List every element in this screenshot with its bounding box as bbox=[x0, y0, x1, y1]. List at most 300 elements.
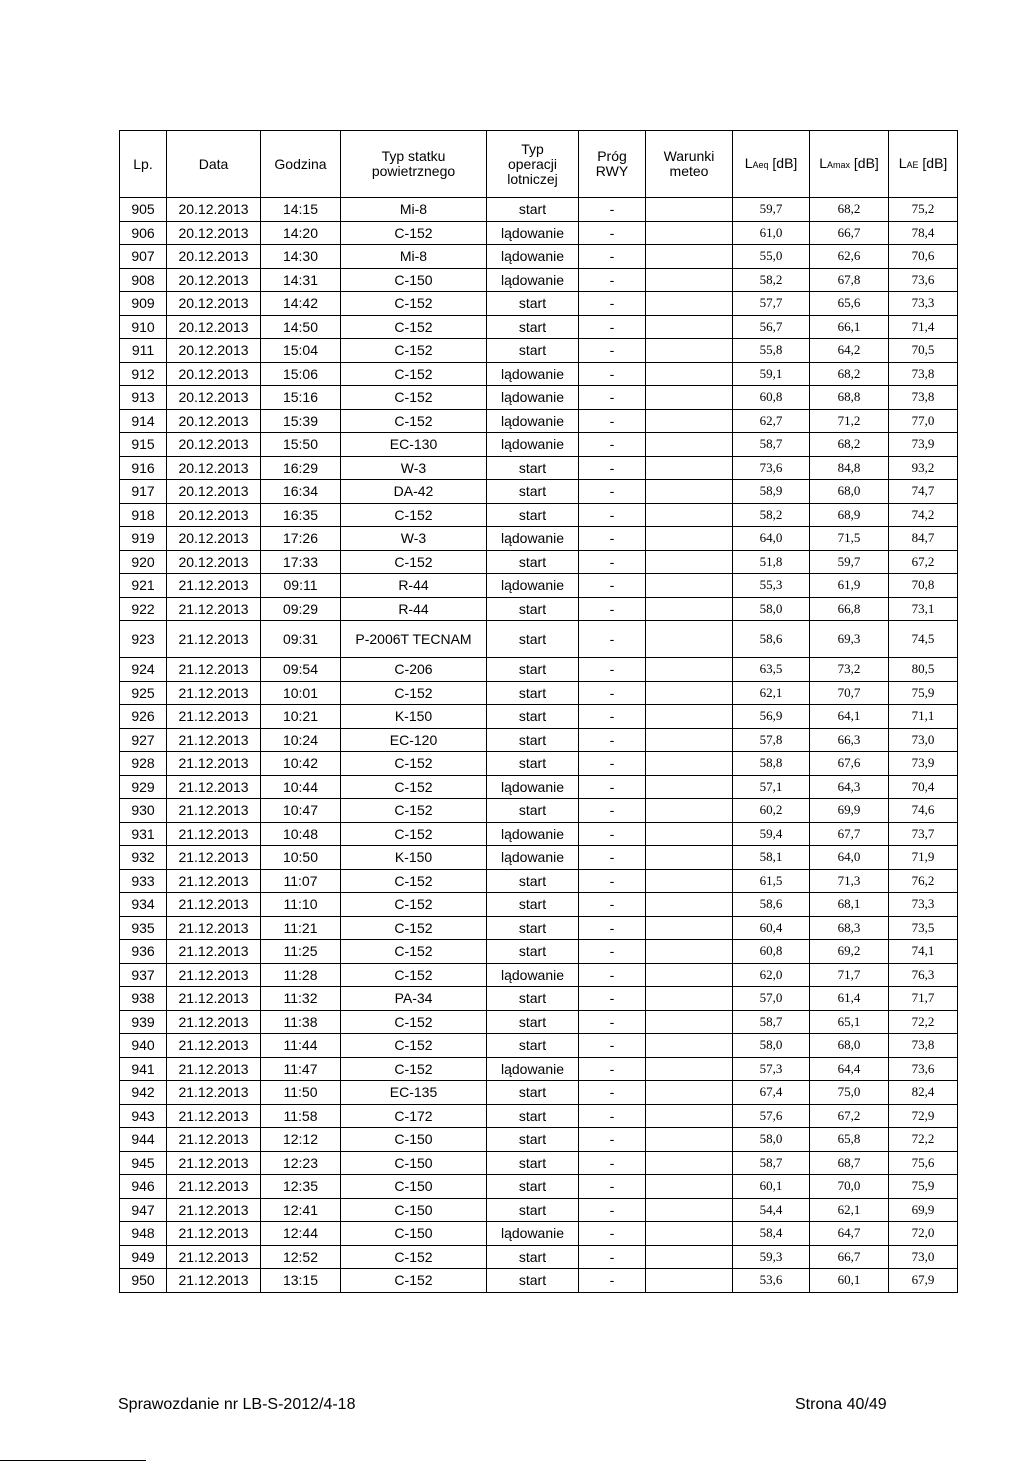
table-row bbox=[120, 480, 958, 504]
table-row bbox=[120, 386, 958, 410]
cell-lae: 78,4 bbox=[889, 221, 958, 245]
cell-typ-statku: C-152 bbox=[341, 1034, 487, 1058]
cell-typ-operacji: start bbox=[487, 916, 579, 940]
cell-lamax: 70,0 bbox=[810, 1175, 889, 1199]
table-row bbox=[120, 621, 958, 658]
cell-lp: 913 bbox=[120, 386, 167, 410]
cell-laeq: 58,7 bbox=[733, 433, 810, 457]
cell-laeq: 57,0 bbox=[733, 987, 810, 1011]
cell-lae: 73,0 bbox=[889, 728, 958, 752]
cell-lamax: 66,8 bbox=[810, 597, 889, 621]
table-row bbox=[120, 1128, 958, 1152]
cell-typ-statku: R-44 bbox=[341, 597, 487, 621]
cell-warunki bbox=[646, 221, 733, 245]
cell-prog: - bbox=[579, 822, 646, 846]
cell-warunki bbox=[646, 846, 733, 870]
cell-typ-operacji: start bbox=[487, 621, 579, 658]
cell-prog: - bbox=[579, 1081, 646, 1105]
cell-prog: - bbox=[579, 799, 646, 823]
cell-typ-operacji: lądowanie bbox=[487, 846, 579, 870]
cell-data: 21.12.2013 bbox=[167, 1175, 261, 1199]
cell-data: 21.12.2013 bbox=[167, 1128, 261, 1152]
cell-typ-operacji: lądowanie bbox=[487, 245, 579, 269]
cell-prog: - bbox=[579, 658, 646, 682]
table-row bbox=[120, 1245, 958, 1269]
cell-warunki bbox=[646, 1081, 733, 1105]
cell-prog: - bbox=[579, 916, 646, 940]
cell-lae: 71,1 bbox=[889, 705, 958, 729]
cell-prog: - bbox=[579, 987, 646, 1011]
cell-lamax: 64,4 bbox=[810, 1057, 889, 1081]
cell-lp: 918 bbox=[120, 503, 167, 527]
cell-data: 21.12.2013 bbox=[167, 1104, 261, 1128]
cell-godzina: 15:39 bbox=[261, 409, 341, 433]
cell-warunki bbox=[646, 315, 733, 339]
cell-typ-operacji: lądowanie bbox=[487, 775, 579, 799]
cell-typ-statku: P-2006T TECNAM bbox=[341, 621, 487, 658]
cell-godzina: 12:23 bbox=[261, 1151, 341, 1175]
cell-godzina: 10:42 bbox=[261, 752, 341, 776]
footer-rule bbox=[0, 1460, 146, 1461]
cell-lp: 925 bbox=[120, 681, 167, 705]
cell-warunki bbox=[646, 658, 733, 682]
cell-typ-statku: W-3 bbox=[341, 527, 487, 551]
cell-typ-statku: C-152 bbox=[341, 940, 487, 964]
cell-prog: - bbox=[579, 728, 646, 752]
cell-prog: - bbox=[579, 705, 646, 729]
cell-lamax: 65,8 bbox=[810, 1128, 889, 1152]
cell-typ-statku: C-152 bbox=[341, 315, 487, 339]
cell-lae: 73,9 bbox=[889, 433, 958, 457]
cell-godzina: 10:50 bbox=[261, 846, 341, 870]
table-row bbox=[120, 916, 958, 940]
cell-prog: - bbox=[579, 597, 646, 621]
cell-typ-statku: C-152 bbox=[341, 339, 487, 363]
cell-godzina: 14:30 bbox=[261, 245, 341, 269]
cell-data: 20.12.2013 bbox=[167, 292, 261, 316]
table-row bbox=[120, 681, 958, 705]
cell-typ-statku: Mi-8 bbox=[341, 198, 487, 222]
cell-lamax: 71,7 bbox=[810, 963, 889, 987]
cell-godzina: 10:24 bbox=[261, 728, 341, 752]
cell-godzina: 11:44 bbox=[261, 1034, 341, 1058]
cell-laeq: 60,1 bbox=[733, 1175, 810, 1199]
cell-typ-operacji: start bbox=[487, 1081, 579, 1105]
cell-laeq: 60,4 bbox=[733, 916, 810, 940]
cell-lae: 75,6 bbox=[889, 1151, 958, 1175]
cell-prog: - bbox=[579, 527, 646, 551]
cell-warunki bbox=[646, 597, 733, 621]
cell-laeq: 58,4 bbox=[733, 1222, 810, 1246]
cell-lae: 93,2 bbox=[889, 456, 958, 480]
cell-godzina: 12:41 bbox=[261, 1198, 341, 1222]
cell-warunki bbox=[646, 456, 733, 480]
cell-prog: - bbox=[579, 1269, 646, 1293]
cell-lamax: 68,0 bbox=[810, 480, 889, 504]
cell-lp: 905 bbox=[120, 198, 167, 222]
cell-lp: 944 bbox=[120, 1128, 167, 1152]
cell-data: 21.12.2013 bbox=[167, 846, 261, 870]
cell-prog: - bbox=[579, 1151, 646, 1175]
cell-lp: 908 bbox=[120, 268, 167, 292]
cell-typ-statku: C-152 bbox=[341, 752, 487, 776]
cell-prog: - bbox=[579, 362, 646, 386]
cell-lp: 942 bbox=[120, 1081, 167, 1105]
cell-lp: 911 bbox=[120, 339, 167, 363]
cell-data: 21.12.2013 bbox=[167, 1245, 261, 1269]
cell-warunki bbox=[646, 1175, 733, 1199]
cell-typ-statku: C-152 bbox=[341, 1057, 487, 1081]
cell-typ-statku: C-152 bbox=[341, 893, 487, 917]
cell-lamax: 67,8 bbox=[810, 268, 889, 292]
cell-typ-statku: C-150 bbox=[341, 1198, 487, 1222]
header-prog: Próg RWY bbox=[579, 131, 646, 198]
cell-typ-operacji: start bbox=[487, 315, 579, 339]
cell-lamax: 75,0 bbox=[810, 1081, 889, 1105]
cell-data: 21.12.2013 bbox=[167, 1269, 261, 1293]
cell-data: 21.12.2013 bbox=[167, 705, 261, 729]
cell-typ-operacji: start bbox=[487, 752, 579, 776]
cell-laeq: 57,1 bbox=[733, 775, 810, 799]
cell-data: 21.12.2013 bbox=[167, 597, 261, 621]
cell-laeq: 56,7 bbox=[733, 315, 810, 339]
table-row bbox=[120, 728, 958, 752]
cell-lamax: 64,1 bbox=[810, 705, 889, 729]
cell-data: 21.12.2013 bbox=[167, 1198, 261, 1222]
cell-warunki bbox=[646, 799, 733, 823]
cell-godzina: 10:48 bbox=[261, 822, 341, 846]
header-lamax: LAmax [dB] bbox=[810, 131, 889, 198]
cell-typ-statku: C-152 bbox=[341, 799, 487, 823]
cell-warunki bbox=[646, 198, 733, 222]
cell-lp: 940 bbox=[120, 1034, 167, 1058]
cell-lp: 928 bbox=[120, 752, 167, 776]
cell-warunki bbox=[646, 362, 733, 386]
cell-lp: 936 bbox=[120, 940, 167, 964]
cell-typ-statku: C-152 bbox=[341, 1269, 487, 1293]
table-row bbox=[120, 409, 958, 433]
cell-typ-statku: C-152 bbox=[341, 292, 487, 316]
cell-data: 20.12.2013 bbox=[167, 503, 261, 527]
cell-typ-operacji: start bbox=[487, 987, 579, 1011]
cell-lae: 73,6 bbox=[889, 1057, 958, 1081]
cell-laeq: 58,6 bbox=[733, 893, 810, 917]
cell-laeq: 60,8 bbox=[733, 386, 810, 410]
table-row bbox=[120, 1034, 958, 1058]
cell-lae: 84,7 bbox=[889, 527, 958, 551]
cell-typ-operacji: start bbox=[487, 597, 579, 621]
cell-lamax: 69,9 bbox=[810, 799, 889, 823]
cell-lae: 73,0 bbox=[889, 1245, 958, 1269]
table-row bbox=[120, 822, 958, 846]
cell-lae: 72,2 bbox=[889, 1010, 958, 1034]
cell-lp: 914 bbox=[120, 409, 167, 433]
cell-laeq: 54,4 bbox=[733, 1198, 810, 1222]
table-row bbox=[120, 705, 958, 729]
cell-lamax: 71,3 bbox=[810, 869, 889, 893]
table-row bbox=[120, 292, 958, 316]
cell-warunki bbox=[646, 1151, 733, 1175]
cell-godzina: 09:31 bbox=[261, 621, 341, 658]
cell-godzina: 15:06 bbox=[261, 362, 341, 386]
cell-lae: 72,2 bbox=[889, 1128, 958, 1152]
cell-lae: 76,3 bbox=[889, 963, 958, 987]
cell-typ-statku: C-152 bbox=[341, 963, 487, 987]
cell-lamax: 66,1 bbox=[810, 315, 889, 339]
cell-godzina: 09:54 bbox=[261, 658, 341, 682]
cell-laeq: 59,3 bbox=[733, 1245, 810, 1269]
cell-typ-statku: C-152 bbox=[341, 1010, 487, 1034]
cell-lae: 70,4 bbox=[889, 775, 958, 799]
cell-godzina: 15:50 bbox=[261, 433, 341, 457]
cell-typ-statku: EC-130 bbox=[341, 433, 487, 457]
cell-godzina: 11:10 bbox=[261, 893, 341, 917]
cell-data: 20.12.2013 bbox=[167, 409, 261, 433]
cell-lamax: 67,7 bbox=[810, 822, 889, 846]
cell-prog: - bbox=[579, 386, 646, 410]
cell-godzina: 17:26 bbox=[261, 527, 341, 551]
cell-warunki bbox=[646, 752, 733, 776]
cell-data: 20.12.2013 bbox=[167, 245, 261, 269]
cell-lp: 926 bbox=[120, 705, 167, 729]
table-row bbox=[120, 1222, 958, 1246]
cell-laeq: 62,7 bbox=[733, 409, 810, 433]
cell-lae: 74,7 bbox=[889, 480, 958, 504]
cell-prog: - bbox=[579, 1128, 646, 1152]
page-number: Strona 40/49 bbox=[795, 1396, 887, 1413]
cell-godzina: 11:58 bbox=[261, 1104, 341, 1128]
cell-warunki bbox=[646, 433, 733, 457]
cell-lp: 909 bbox=[120, 292, 167, 316]
cell-lp: 943 bbox=[120, 1104, 167, 1128]
cell-prog: - bbox=[579, 221, 646, 245]
cell-prog: - bbox=[579, 574, 646, 598]
table-row bbox=[120, 1081, 958, 1105]
cell-typ-statku: C-152 bbox=[341, 1245, 487, 1269]
cell-typ-statku: C-150 bbox=[341, 1175, 487, 1199]
table-row bbox=[120, 198, 958, 222]
cell-lamax: 68,2 bbox=[810, 362, 889, 386]
cell-warunki bbox=[646, 1222, 733, 1246]
cell-lp: 930 bbox=[120, 799, 167, 823]
cell-typ-statku: C-152 bbox=[341, 409, 487, 433]
cell-typ-statku: PA-34 bbox=[341, 987, 487, 1011]
cell-prog: - bbox=[579, 456, 646, 480]
cell-laeq: 61,0 bbox=[733, 221, 810, 245]
cell-typ-operacji: start bbox=[487, 1175, 579, 1199]
cell-laeq: 58,7 bbox=[733, 1151, 810, 1175]
table-row bbox=[120, 550, 958, 574]
cell-warunki bbox=[646, 574, 733, 598]
cell-lae: 67,9 bbox=[889, 1269, 958, 1293]
header-lp: Lp. bbox=[120, 131, 167, 198]
cell-lae: 73,8 bbox=[889, 386, 958, 410]
cell-godzina: 14:42 bbox=[261, 292, 341, 316]
cell-laeq: 60,2 bbox=[733, 799, 810, 823]
cell-data: 21.12.2013 bbox=[167, 799, 261, 823]
cell-warunki bbox=[646, 1198, 733, 1222]
cell-typ-operacji: start bbox=[487, 198, 579, 222]
cell-godzina: 15:16 bbox=[261, 386, 341, 410]
cell-godzina: 11:28 bbox=[261, 963, 341, 987]
cell-data: 20.12.2013 bbox=[167, 362, 261, 386]
cell-typ-operacji: lądowanie bbox=[487, 1222, 579, 1246]
cell-prog: - bbox=[579, 339, 646, 363]
cell-godzina: 15:04 bbox=[261, 339, 341, 363]
cell-lae: 70,6 bbox=[889, 245, 958, 269]
cell-warunki bbox=[646, 963, 733, 987]
table-row bbox=[120, 1104, 958, 1128]
cell-prog: - bbox=[579, 292, 646, 316]
cell-lamax: 62,1 bbox=[810, 1198, 889, 1222]
cell-data: 21.12.2013 bbox=[167, 1081, 261, 1105]
cell-lamax: 62,6 bbox=[810, 245, 889, 269]
table-row bbox=[120, 574, 958, 598]
cell-warunki bbox=[646, 339, 733, 363]
cell-lae: 73,3 bbox=[889, 893, 958, 917]
cell-typ-statku: C-150 bbox=[341, 1151, 487, 1175]
cell-lamax: 68,0 bbox=[810, 1034, 889, 1058]
cell-lae: 73,5 bbox=[889, 916, 958, 940]
cell-data: 21.12.2013 bbox=[167, 621, 261, 658]
cell-lamax: 68,2 bbox=[810, 433, 889, 457]
cell-data: 21.12.2013 bbox=[167, 869, 261, 893]
cell-laeq: 67,4 bbox=[733, 1081, 810, 1105]
cell-lp: 938 bbox=[120, 987, 167, 1011]
cell-lp: 935 bbox=[120, 916, 167, 940]
cell-warunki bbox=[646, 987, 733, 1011]
cell-prog: - bbox=[579, 681, 646, 705]
table-row bbox=[120, 433, 958, 457]
cell-lae: 73,9 bbox=[889, 752, 958, 776]
table-row bbox=[120, 597, 958, 621]
cell-warunki bbox=[646, 1057, 733, 1081]
cell-data: 20.12.2013 bbox=[167, 527, 261, 551]
cell-data: 21.12.2013 bbox=[167, 775, 261, 799]
cell-lae: 73,1 bbox=[889, 597, 958, 621]
header-warunki: Warunki meteo bbox=[646, 131, 733, 198]
cell-lae: 71,9 bbox=[889, 846, 958, 870]
cell-warunki bbox=[646, 893, 733, 917]
cell-lamax: 60,1 bbox=[810, 1269, 889, 1293]
cell-godzina: 11:25 bbox=[261, 940, 341, 964]
cell-lp: 921 bbox=[120, 574, 167, 598]
cell-lae: 74,1 bbox=[889, 940, 958, 964]
measurement-table bbox=[119, 130, 958, 1293]
cell-typ-statku: C-152 bbox=[341, 822, 487, 846]
cell-lamax: 66,7 bbox=[810, 1245, 889, 1269]
cell-lamax: 66,3 bbox=[810, 728, 889, 752]
report-number: Sprawozdanie nr LB-S-2012/4-18 bbox=[118, 1396, 356, 1413]
cell-typ-operacji: start bbox=[487, 1269, 579, 1293]
cell-warunki bbox=[646, 869, 733, 893]
cell-prog: - bbox=[579, 480, 646, 504]
cell-warunki bbox=[646, 1034, 733, 1058]
cell-data: 21.12.2013 bbox=[167, 1057, 261, 1081]
cell-data: 21.12.2013 bbox=[167, 574, 261, 598]
table-row bbox=[120, 456, 958, 480]
cell-lamax: 70,7 bbox=[810, 681, 889, 705]
cell-lp: 915 bbox=[120, 433, 167, 457]
table-row bbox=[120, 940, 958, 964]
cell-godzina: 10:44 bbox=[261, 775, 341, 799]
cell-lae: 74,5 bbox=[889, 621, 958, 658]
cell-lae: 76,2 bbox=[889, 869, 958, 893]
cell-warunki bbox=[646, 1104, 733, 1128]
cell-data: 20.12.2013 bbox=[167, 315, 261, 339]
cell-lae: 71,7 bbox=[889, 987, 958, 1011]
cell-typ-operacji: start bbox=[487, 550, 579, 574]
cell-warunki bbox=[646, 1128, 733, 1152]
cell-laeq: 61,5 bbox=[733, 869, 810, 893]
table-row bbox=[120, 221, 958, 245]
cell-laeq: 53,6 bbox=[733, 1269, 810, 1293]
cell-warunki bbox=[646, 245, 733, 269]
cell-data: 20.12.2013 bbox=[167, 221, 261, 245]
table-row bbox=[120, 339, 958, 363]
cell-lae: 82,4 bbox=[889, 1081, 958, 1105]
cell-typ-statku: C-152 bbox=[341, 869, 487, 893]
cell-lp: 917 bbox=[120, 480, 167, 504]
cell-data: 20.12.2013 bbox=[167, 386, 261, 410]
cell-lae: 73,8 bbox=[889, 362, 958, 386]
cell-typ-operacji: start bbox=[487, 728, 579, 752]
cell-typ-statku: EC-135 bbox=[341, 1081, 487, 1105]
cell-lp: 939 bbox=[120, 1010, 167, 1034]
cell-typ-statku: C-152 bbox=[341, 221, 487, 245]
cell-laeq: 59,1 bbox=[733, 362, 810, 386]
cell-data: 21.12.2013 bbox=[167, 893, 261, 917]
cell-lae: 75,9 bbox=[889, 1175, 958, 1199]
cell-godzina: 16:29 bbox=[261, 456, 341, 480]
cell-lamax: 68,3 bbox=[810, 916, 889, 940]
cell-prog: - bbox=[579, 550, 646, 574]
cell-lae: 70,8 bbox=[889, 574, 958, 598]
cell-laeq: 58,0 bbox=[733, 1128, 810, 1152]
cell-lamax: 68,9 bbox=[810, 503, 889, 527]
cell-godzina: 14:31 bbox=[261, 268, 341, 292]
cell-godzina: 10:01 bbox=[261, 681, 341, 705]
cell-godzina: 13:15 bbox=[261, 1269, 341, 1293]
cell-data: 21.12.2013 bbox=[167, 987, 261, 1011]
cell-typ-statku: EC-120 bbox=[341, 728, 487, 752]
table-row bbox=[120, 527, 958, 551]
cell-lae: 75,2 bbox=[889, 198, 958, 222]
cell-data: 20.12.2013 bbox=[167, 198, 261, 222]
cell-data: 21.12.2013 bbox=[167, 728, 261, 752]
cell-warunki bbox=[646, 822, 733, 846]
cell-lae: 74,2 bbox=[889, 503, 958, 527]
cell-godzina: 11:50 bbox=[261, 1081, 341, 1105]
table-row bbox=[120, 846, 958, 870]
cell-prog: - bbox=[579, 268, 646, 292]
cell-data: 20.12.2013 bbox=[167, 550, 261, 574]
cell-data: 21.12.2013 bbox=[167, 963, 261, 987]
cell-typ-statku: DA-42 bbox=[341, 480, 487, 504]
cell-typ-operacji: start bbox=[487, 869, 579, 893]
cell-laeq: 57,7 bbox=[733, 292, 810, 316]
cell-warunki bbox=[646, 480, 733, 504]
cell-typ-operacji: lądowanie bbox=[487, 386, 579, 410]
cell-lae: 67,2 bbox=[889, 550, 958, 574]
cell-data: 20.12.2013 bbox=[167, 268, 261, 292]
cell-lamax: 61,4 bbox=[810, 987, 889, 1011]
cell-laeq: 55,3 bbox=[733, 574, 810, 598]
cell-lae: 70,5 bbox=[889, 339, 958, 363]
header-typ-statku: Typ statku powietrznego bbox=[341, 131, 487, 198]
cell-warunki bbox=[646, 705, 733, 729]
cell-laeq: 62,0 bbox=[733, 963, 810, 987]
